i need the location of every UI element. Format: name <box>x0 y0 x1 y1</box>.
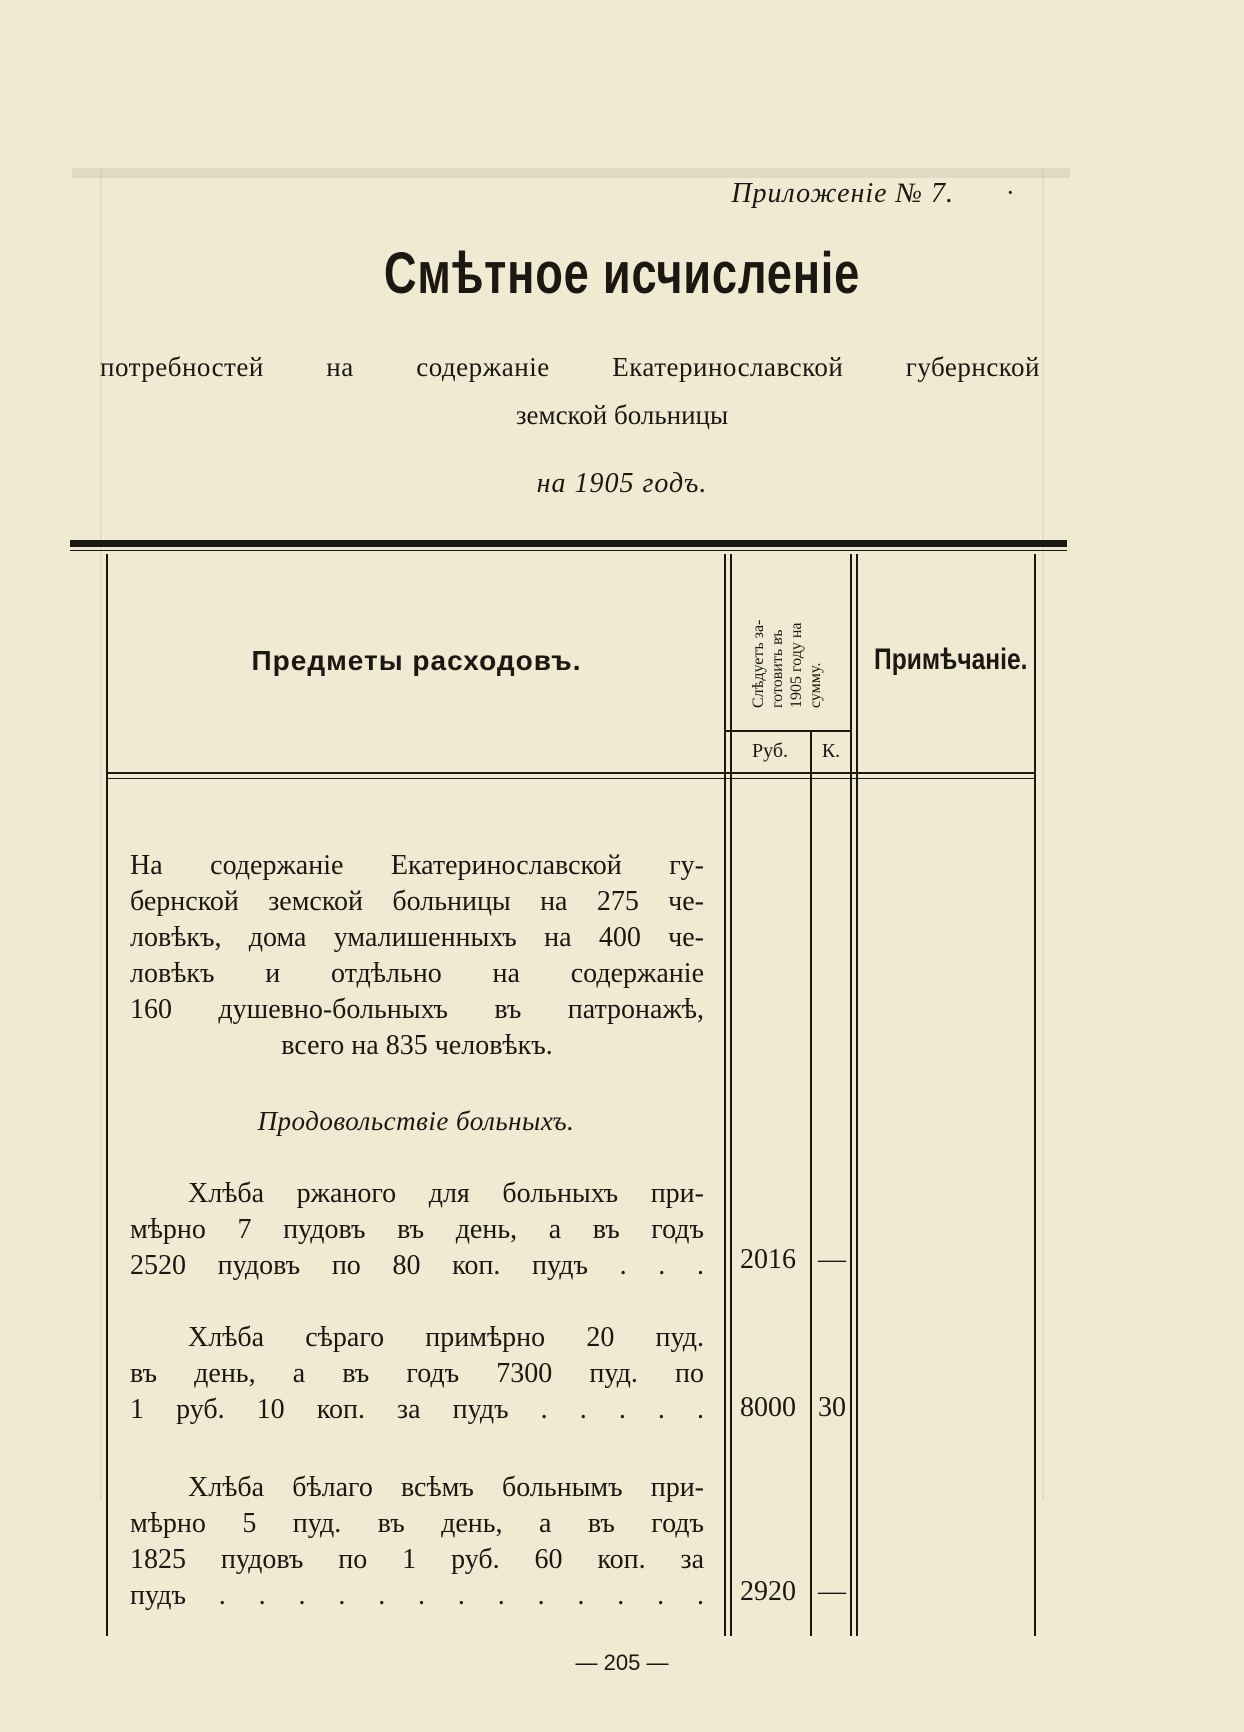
col-header-sum <box>726 562 848 732</box>
table-right-border <box>1034 554 1036 1636</box>
intro-line: ловѣкъ, дома умалишенныхъ на 400 че- <box>130 922 704 953</box>
item-rub: 2016 <box>740 1244 796 1275</box>
expense-line: 1 руб. 10 коп. за пудъ . . . . . <box>130 1394 704 1425</box>
expense-item <box>130 1320 704 1428</box>
col-header-note: Примѣчаніе. <box>874 643 1028 676</box>
expense-line: мѣрно 5 пуд. въ день, а въ годъ <box>130 1508 704 1539</box>
expense-line: мѣрно 7 пудовъ въ день, а въ годъ <box>130 1214 704 1245</box>
table-left-border <box>106 554 108 1636</box>
margin-mark: · <box>1006 178 1015 207</box>
item-kop: — <box>818 1244 846 1275</box>
item-rub: 8000 <box>740 1392 796 1423</box>
col-divider-sum-double <box>856 554 858 1636</box>
col-header-sum-text: Слѣдуетъ за- готовить въ 1905 году на сумму. <box>750 619 824 708</box>
col-divider-kop <box>810 730 812 1636</box>
col-divider-sum <box>850 554 852 1636</box>
header-bottom-rule <box>106 772 1036 774</box>
section-heading: Продовольствіе больныхъ. <box>257 1106 575 1136</box>
appendix-label: Приложеніе № 7. <box>731 178 954 209</box>
title-subtitle-line1: потребностей на содержаніе Екатеринославской губернской <box>100 352 1040 382</box>
page-number: — 205 — <box>575 1650 669 1675</box>
item-rub: 2920 <box>740 1576 796 1607</box>
intro-line: 160 душевно-больныхъ въ патронажѣ, <box>130 994 704 1025</box>
title-year: на 1905 годъ. <box>536 468 708 499</box>
col-header-items: Предметы расходовъ. <box>251 645 582 676</box>
expense-item <box>130 1176 704 1284</box>
intro-paragraph <box>130 848 704 1064</box>
title-subtitle-line2: земской больницы <box>515 400 729 430</box>
intro-line: На содержаніе Екатеринославской гу- <box>130 850 704 881</box>
expense-line: Хлѣба ржаного для больныхъ при- <box>188 1178 704 1209</box>
page-title: Смѣтное исчисленіе <box>383 241 861 306</box>
expense-line: въ день, а въ годъ 7300 пуд. по <box>130 1358 704 1389</box>
expense-line: Хлѣба бѣлаго всѣмъ больнымъ при- <box>188 1472 704 1503</box>
intro-line: ловѣкъ и отдѣльно на содержаніе <box>130 958 704 989</box>
intro-line: всего на 835 человѣкъ. <box>281 1030 553 1061</box>
table-top-rule-thin <box>70 550 1067 551</box>
item-kop: — <box>818 1576 846 1607</box>
item-kop: 30 <box>818 1392 846 1423</box>
intro-line: бернской земской больницы на 275 че- <box>130 886 704 917</box>
expense-line: 2520 пудовъ по 80 коп. пудъ . . . <box>130 1250 704 1281</box>
expense-line: 1825 пудовъ по 1 руб. 60 коп. за <box>130 1544 704 1575</box>
col-header-rub: Руб. <box>751 740 789 762</box>
table-top-rule <box>70 540 1067 547</box>
header-bottom-rule-double <box>106 778 1036 779</box>
expense-line: Хлѣба сѣраго примѣрно 20 пуд. <box>188 1322 704 1353</box>
col-header-kop: К. <box>821 740 841 762</box>
expense-item <box>130 1470 704 1614</box>
expense-line: пудъ . . . . . . . . . . . . . <box>130 1580 704 1611</box>
